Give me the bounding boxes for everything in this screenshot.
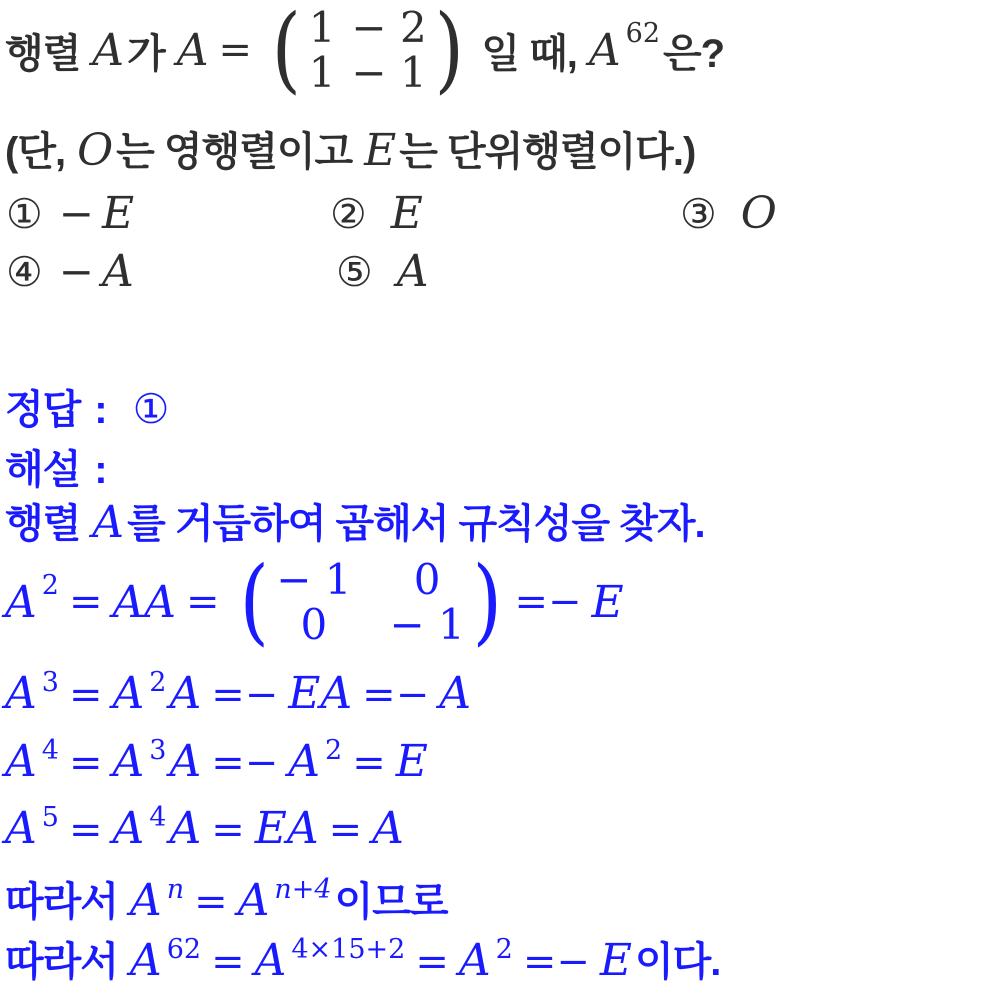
equation-A3 xyxy=(5,668,471,719)
choice-3-number: ③ xyxy=(680,190,717,238)
var-E: E xyxy=(599,935,632,986)
choice-1 xyxy=(6,188,134,239)
choice-2-number: ② xyxy=(330,190,367,238)
choice-2 xyxy=(330,188,423,239)
exponent-4: 4 xyxy=(41,735,59,766)
conclusion-text-ttaraseo: 따라서 xyxy=(5,940,118,984)
var-A: A xyxy=(458,935,491,986)
matrix-close-paren: ) xyxy=(472,547,502,656)
matrix-cell: − 1 xyxy=(389,600,465,649)
condition-line xyxy=(5,120,695,177)
equals-minus-op: =− xyxy=(211,740,279,786)
var-A: A xyxy=(588,24,621,76)
exponent-62: 62 xyxy=(625,17,661,49)
equals-minus-op: =− xyxy=(514,579,582,625)
var-A: A xyxy=(169,668,202,719)
var-EA: EA xyxy=(288,668,353,719)
var-A: A xyxy=(237,875,270,926)
choice-1-value: E xyxy=(101,188,135,239)
explanation-label-line xyxy=(5,438,121,495)
answer-label: 정답 xyxy=(5,388,81,432)
var-A: A xyxy=(254,935,287,986)
matrix-cell: 0 xyxy=(300,600,328,649)
exponent-n: n xyxy=(166,874,185,905)
matrix-cell: 0 xyxy=(413,555,441,604)
intro-text: 를 거듭하여 곱해서 규칙성을 찾자. xyxy=(127,502,705,546)
equals-op: = xyxy=(211,939,245,985)
condition-text: (단, xyxy=(5,130,66,174)
minus-sign: − xyxy=(58,189,94,238)
var-A: A xyxy=(288,736,321,787)
equals-op: = xyxy=(211,807,245,853)
var-E: E xyxy=(395,736,428,787)
var-A: A xyxy=(176,24,209,76)
conclusion-text-ttaraseo: 따라서 xyxy=(5,880,118,924)
question-stem-line xyxy=(5,0,725,104)
conclusion-line-1 xyxy=(5,870,448,927)
choice-4-value: A xyxy=(101,246,134,297)
condition-text: 는 영행렬이고 xyxy=(116,130,353,174)
question-text-ga: 가 xyxy=(127,31,165,76)
exponent-3: 3 xyxy=(41,667,59,698)
matrix-cell: − 1 xyxy=(276,555,352,604)
equation-A4 xyxy=(5,736,428,787)
equals-minus-op: =− xyxy=(362,672,430,718)
exponent-5: 5 xyxy=(41,802,59,833)
exponent-2: 2 xyxy=(325,735,343,766)
var-A: A xyxy=(92,497,125,548)
colon: : xyxy=(94,388,107,432)
conclusion-text-imeuro: 이므로 xyxy=(334,880,448,924)
matrix-open-paren: ( xyxy=(271,0,302,104)
var-A: A xyxy=(112,803,145,854)
exponent-62: 62 xyxy=(166,934,202,965)
equation-A5 xyxy=(5,803,404,854)
equals-op: = xyxy=(194,879,228,925)
choice-2-value: E xyxy=(390,188,423,239)
matrix-cell: − 1 xyxy=(351,48,427,97)
answer-choice-number: ① xyxy=(132,385,170,433)
exponent-4x15plus2: 4×15+2 xyxy=(291,934,406,965)
equation-A2 xyxy=(5,547,624,656)
matrix-A-squared xyxy=(236,547,506,656)
var-O: O xyxy=(77,125,114,176)
var-E: E xyxy=(364,125,397,176)
equals-op: = xyxy=(352,740,386,786)
var-A: A xyxy=(169,736,202,787)
choice-4-number: ④ xyxy=(6,248,43,296)
choice-3-value: O xyxy=(740,188,777,239)
var-E: E xyxy=(591,576,624,628)
matrix-close-paren: ) xyxy=(434,0,464,104)
explanation-label: 해설 xyxy=(5,448,81,492)
equals-op: = xyxy=(328,807,363,853)
matrix-cell: 1 xyxy=(308,3,336,52)
answer-line xyxy=(5,378,169,435)
var-A: A xyxy=(129,935,162,986)
var-A: A xyxy=(112,736,145,787)
minus-sign: − xyxy=(58,247,94,296)
question-text-eun: 은? xyxy=(663,31,725,76)
choice-5-value: A xyxy=(396,246,429,297)
var-A: A xyxy=(5,736,37,787)
equals-op: = xyxy=(68,740,103,786)
var-A: A xyxy=(5,803,37,854)
matrix-cells xyxy=(272,557,469,647)
exponent-4: 4 xyxy=(149,802,167,833)
equals-op: = xyxy=(68,579,103,625)
choice-1-number: ① xyxy=(6,190,43,238)
exponent-n-plus-4: n+4 xyxy=(274,874,332,905)
equals-op: = xyxy=(186,579,220,625)
var-A: A xyxy=(5,576,37,628)
matrix-cell: − 2 xyxy=(351,3,427,52)
matrix-A xyxy=(268,0,467,104)
var-A: A xyxy=(372,803,404,854)
var-EA: EA xyxy=(254,803,319,854)
var-A: A xyxy=(112,668,145,719)
question-text-ilttae: 일 때, xyxy=(481,31,577,76)
question-text-haengryeol: 행렬 xyxy=(5,31,81,76)
equals-minus-op: =− xyxy=(211,672,279,718)
matrix-cells xyxy=(305,5,431,95)
exponent-3: 3 xyxy=(149,735,167,766)
equals-minus-op: =− xyxy=(522,939,590,985)
matrix-open-paren: ( xyxy=(239,547,269,656)
var-A: A xyxy=(129,875,162,926)
exponent-2: 2 xyxy=(495,934,513,965)
var-A: A xyxy=(92,24,125,76)
var-AA: AA xyxy=(112,576,177,628)
exponent-2: 2 xyxy=(149,667,167,698)
equals-op: = xyxy=(415,939,449,985)
var-A: A xyxy=(169,803,202,854)
choice-5-number: ⑤ xyxy=(336,248,373,296)
matrix-cell: 1 xyxy=(308,48,336,97)
solution-intro-line xyxy=(5,492,705,549)
conclusion-text-ida: 이다. xyxy=(634,940,721,984)
equals-op: = xyxy=(68,807,103,853)
condition-text: 는 단위행렬이다.) xyxy=(399,130,696,174)
choice-5 xyxy=(336,246,429,297)
intro-text: 행렬 xyxy=(5,502,81,546)
conclusion-line-2 xyxy=(5,930,720,987)
choice-3 xyxy=(680,188,777,239)
choice-4 xyxy=(6,246,134,297)
var-A: A xyxy=(439,668,471,719)
equals-op: = xyxy=(218,27,252,73)
equals-op: = xyxy=(68,672,103,718)
colon: : xyxy=(94,448,107,492)
var-A: A xyxy=(5,668,37,719)
exponent-2: 2 xyxy=(41,569,59,601)
